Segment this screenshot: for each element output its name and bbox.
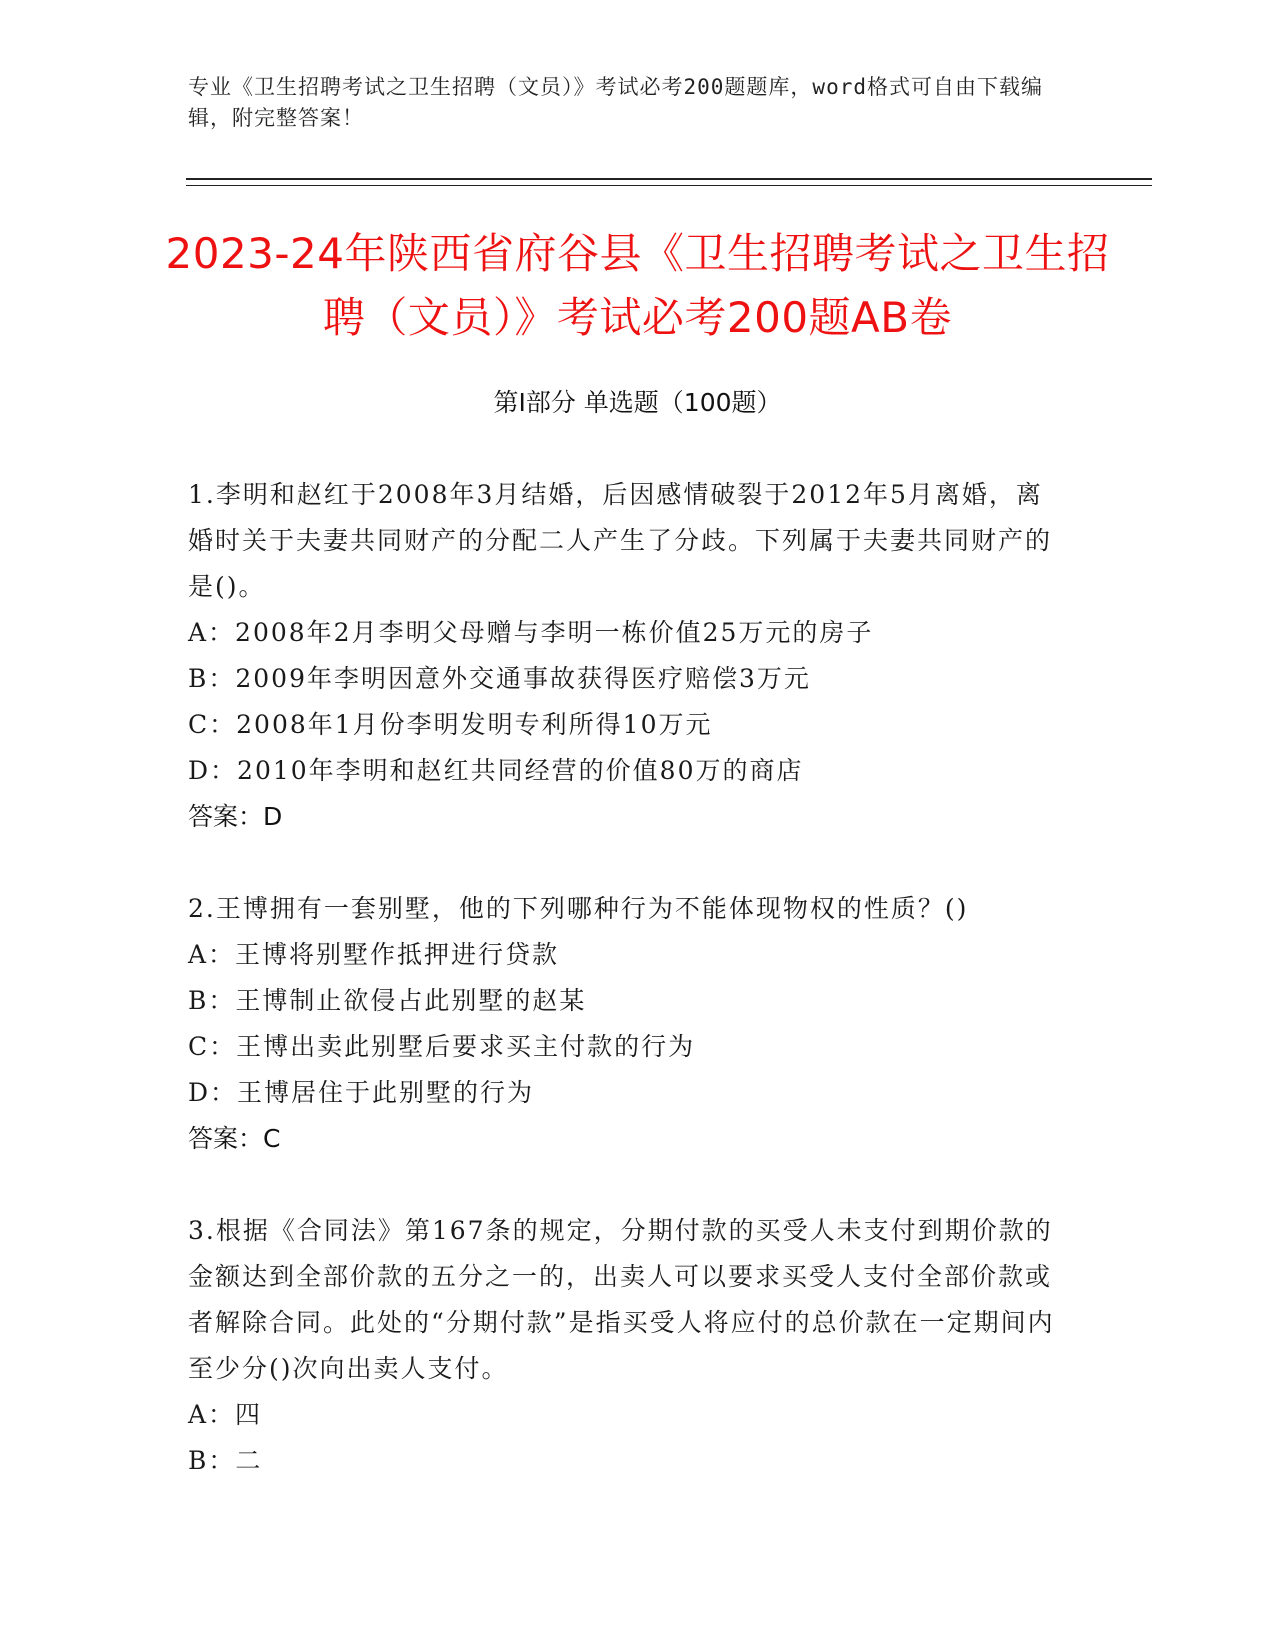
- question-text: 2.王博拥有一套别墅，他的下列哪种行为不能体现物权的性质？(): [188, 894, 969, 923]
- question-text: 3.根据《合同法》第167条的规定，分期付款的买受人未支付到期价款的金额达到全部价款的五分之一的，出卖人可以要求买受人支付全部价款或者解除合同。此处的“分期付款”是指买受人将应付的总价款在一定期间内至少分()次向出卖人支付。: [188, 1216, 1055, 1383]
- section-heading: 第I部分 单选题（100题）: [493, 388, 782, 417]
- option-b: B：二: [188, 1446, 263, 1475]
- option-a: A：四: [188, 1400, 263, 1429]
- option-a: A：2008年2月李明父母赠与李明一栋价值25万元的房子: [188, 618, 874, 647]
- answer-line: 答案：D: [188, 802, 283, 831]
- option-b: B：王博制止欲侵占此别墅的赵某: [188, 986, 587, 1015]
- option-d: D：2010年李明和赵红共同经营的价值80万的商店: [188, 756, 804, 785]
- header-divider-thin: [186, 185, 1152, 186]
- answer-line: 答案：C: [188, 1124, 281, 1153]
- document-title: 2023-24年陕西省府谷县《卫生招聘考试之卫生招聘（文员）》考试必考200题AB卷: [165, 229, 1110, 342]
- header-divider-thick: [186, 178, 1152, 180]
- question-1: [188, 472, 1068, 840]
- question-2: [188, 886, 1068, 1162]
- question-list: [188, 472, 1068, 1530]
- question-3: [188, 1208, 1068, 1484]
- option-a: A：王博将别墅作抵押进行贷款: [188, 940, 560, 969]
- option-c: C：王博出卖此别墅后要求买主付款的行为: [188, 1032, 696, 1061]
- option-b: B：2009年李明因意外交通事故获得医疗赔偿3万元: [188, 664, 811, 693]
- question-text: 1.李明和赵红于2008年3月结婚，后因感情破裂于2012年5月离婚，离婚时关于夫妻共同财产的分配二人产生了分歧。下列属于夫妻共同财产的是()。: [188, 480, 1053, 601]
- option-d: D：王博居住于此别墅的行为: [188, 1078, 535, 1107]
- option-c: C：2008年1月份李明发明专利所得10万元: [188, 710, 713, 739]
- header-note: 专业《卫生招聘考试之卫生招聘（文员）》考试必考200题题库，word格式可自由下载编辑，附完整答案！: [188, 75, 1043, 130]
